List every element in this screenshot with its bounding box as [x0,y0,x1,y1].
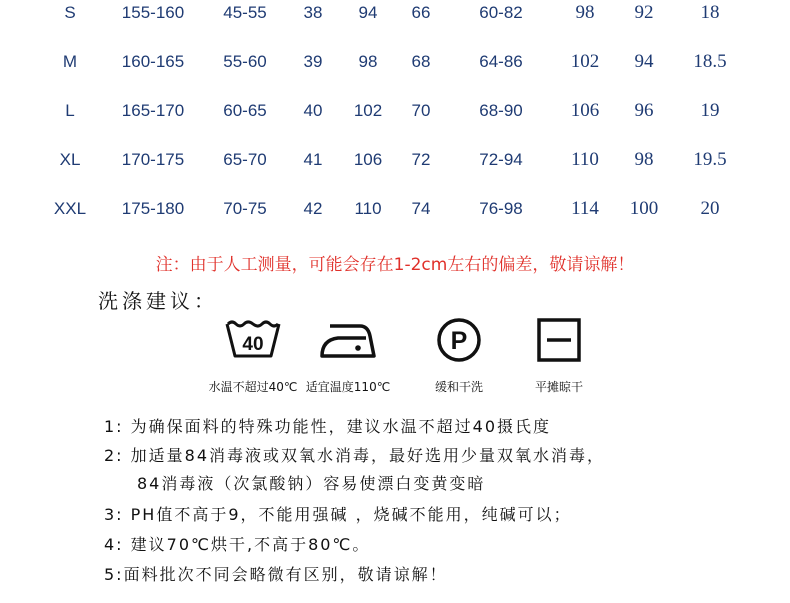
care-item-flatdry [494,318,624,395]
size-label: XXL [53,199,87,218]
dry-clean-p-icon [434,318,484,362]
table-cell: 94 [358,3,378,22]
table-cell: 100 [629,198,659,219]
dryclean-symbol-text: P [450,327,468,355]
table-cell: 98 [358,52,378,71]
table-cell: 70-75 [223,199,267,218]
table-row [0,96,790,126]
table-cell: 94 [634,51,654,72]
table-cell: 39 [303,52,323,71]
table-cell: 98 [634,149,654,170]
table-cell: 110 [571,149,599,170]
iron-icon [318,318,378,362]
table-cell: 96 [634,100,654,121]
table-row [0,0,790,28]
wash-temp-text: 40 [242,334,264,355]
care-title: 洗涤建议： [98,289,218,313]
table-cell: 66 [411,3,431,22]
table-cell: 160-165 [121,52,185,71]
table-cell: 19 [700,100,720,121]
instruction-line: 1: 为确保面料的特殊功能性，建议水温不超过40摄氏度 [104,417,552,436]
table-cell: 64-86 [479,52,523,71]
table-cell: 175-180 [121,199,185,218]
table-cell: 45-55 [223,3,267,22]
table-cell: 72-94 [479,150,523,169]
size-label: XL [59,150,81,169]
table-cell: 41 [303,150,323,169]
table-cell: 74 [411,199,431,218]
instruction-line: 2: 加适量84消毒液或双氧水消毒，最好选用少量双氧水消毒， [104,446,606,465]
table-cell: 92 [634,2,654,23]
table-cell: 38 [303,3,323,22]
instruction-line: 5:面料批次不同会略微有区别，敬请谅解！ [104,565,448,584]
size-label: M [62,52,78,71]
dryclean-label: 缓和干洗 [434,380,483,394]
table-row [0,47,790,77]
table-cell: 170-175 [121,150,185,169]
size-label: S [64,3,76,22]
flatdry-label: 平摊晾干 [534,380,583,394]
table-cell: 18 [700,2,720,23]
table-cell: 20 [700,198,720,219]
table-cell: 60-82 [479,3,523,22]
table-cell: 72 [411,150,431,169]
table-cell: 68 [411,52,431,71]
measurement-note: 注：由于人工测量，可能会存在1-2cm左右的偏差，敬请谅解！ [155,255,635,275]
table-cell: 68-90 [479,101,523,120]
wash-label: 水温不超过40℃ [208,380,298,394]
table-cell: 18.5 [693,51,727,72]
table-cell: 110 [354,199,382,218]
wash-40-icon [224,318,282,362]
table-cell: 65-70 [223,150,267,169]
table-cell: 102 [353,101,383,120]
table-cell: 60-65 [223,101,267,120]
instruction-line: 3: PH值不高于9，不能用强碱 ，烧碱不能用，纯碱可以； [104,505,572,524]
table-cell: 42 [303,199,323,218]
size-label: L [65,101,75,120]
table-cell: 40 [303,101,323,120]
table-cell: 165-170 [121,101,185,120]
flat-dry-icon [534,318,584,362]
table-cell: 70 [411,101,431,120]
table-cell: 98 [575,2,595,23]
table-cell: 155-160 [121,3,185,22]
table-cell: 76-98 [479,199,523,218]
table-cell: 19.5 [693,149,727,170]
table-cell: 55-60 [223,52,267,71]
table-cell: 114 [571,198,599,219]
table-row [0,194,790,224]
table-cell: 102 [570,51,600,72]
table-cell: 106 [353,150,383,169]
table-cell: 106 [570,100,600,121]
table-row [0,145,790,175]
iron-label: 适宜温度110℃ [305,380,391,394]
instruction-line: 84消毒液（次氯酸钠）容易使漂白变黄变暗 [137,474,486,493]
instruction-line: 4: 建议70℃烘干,不高于80℃。 [104,535,371,554]
